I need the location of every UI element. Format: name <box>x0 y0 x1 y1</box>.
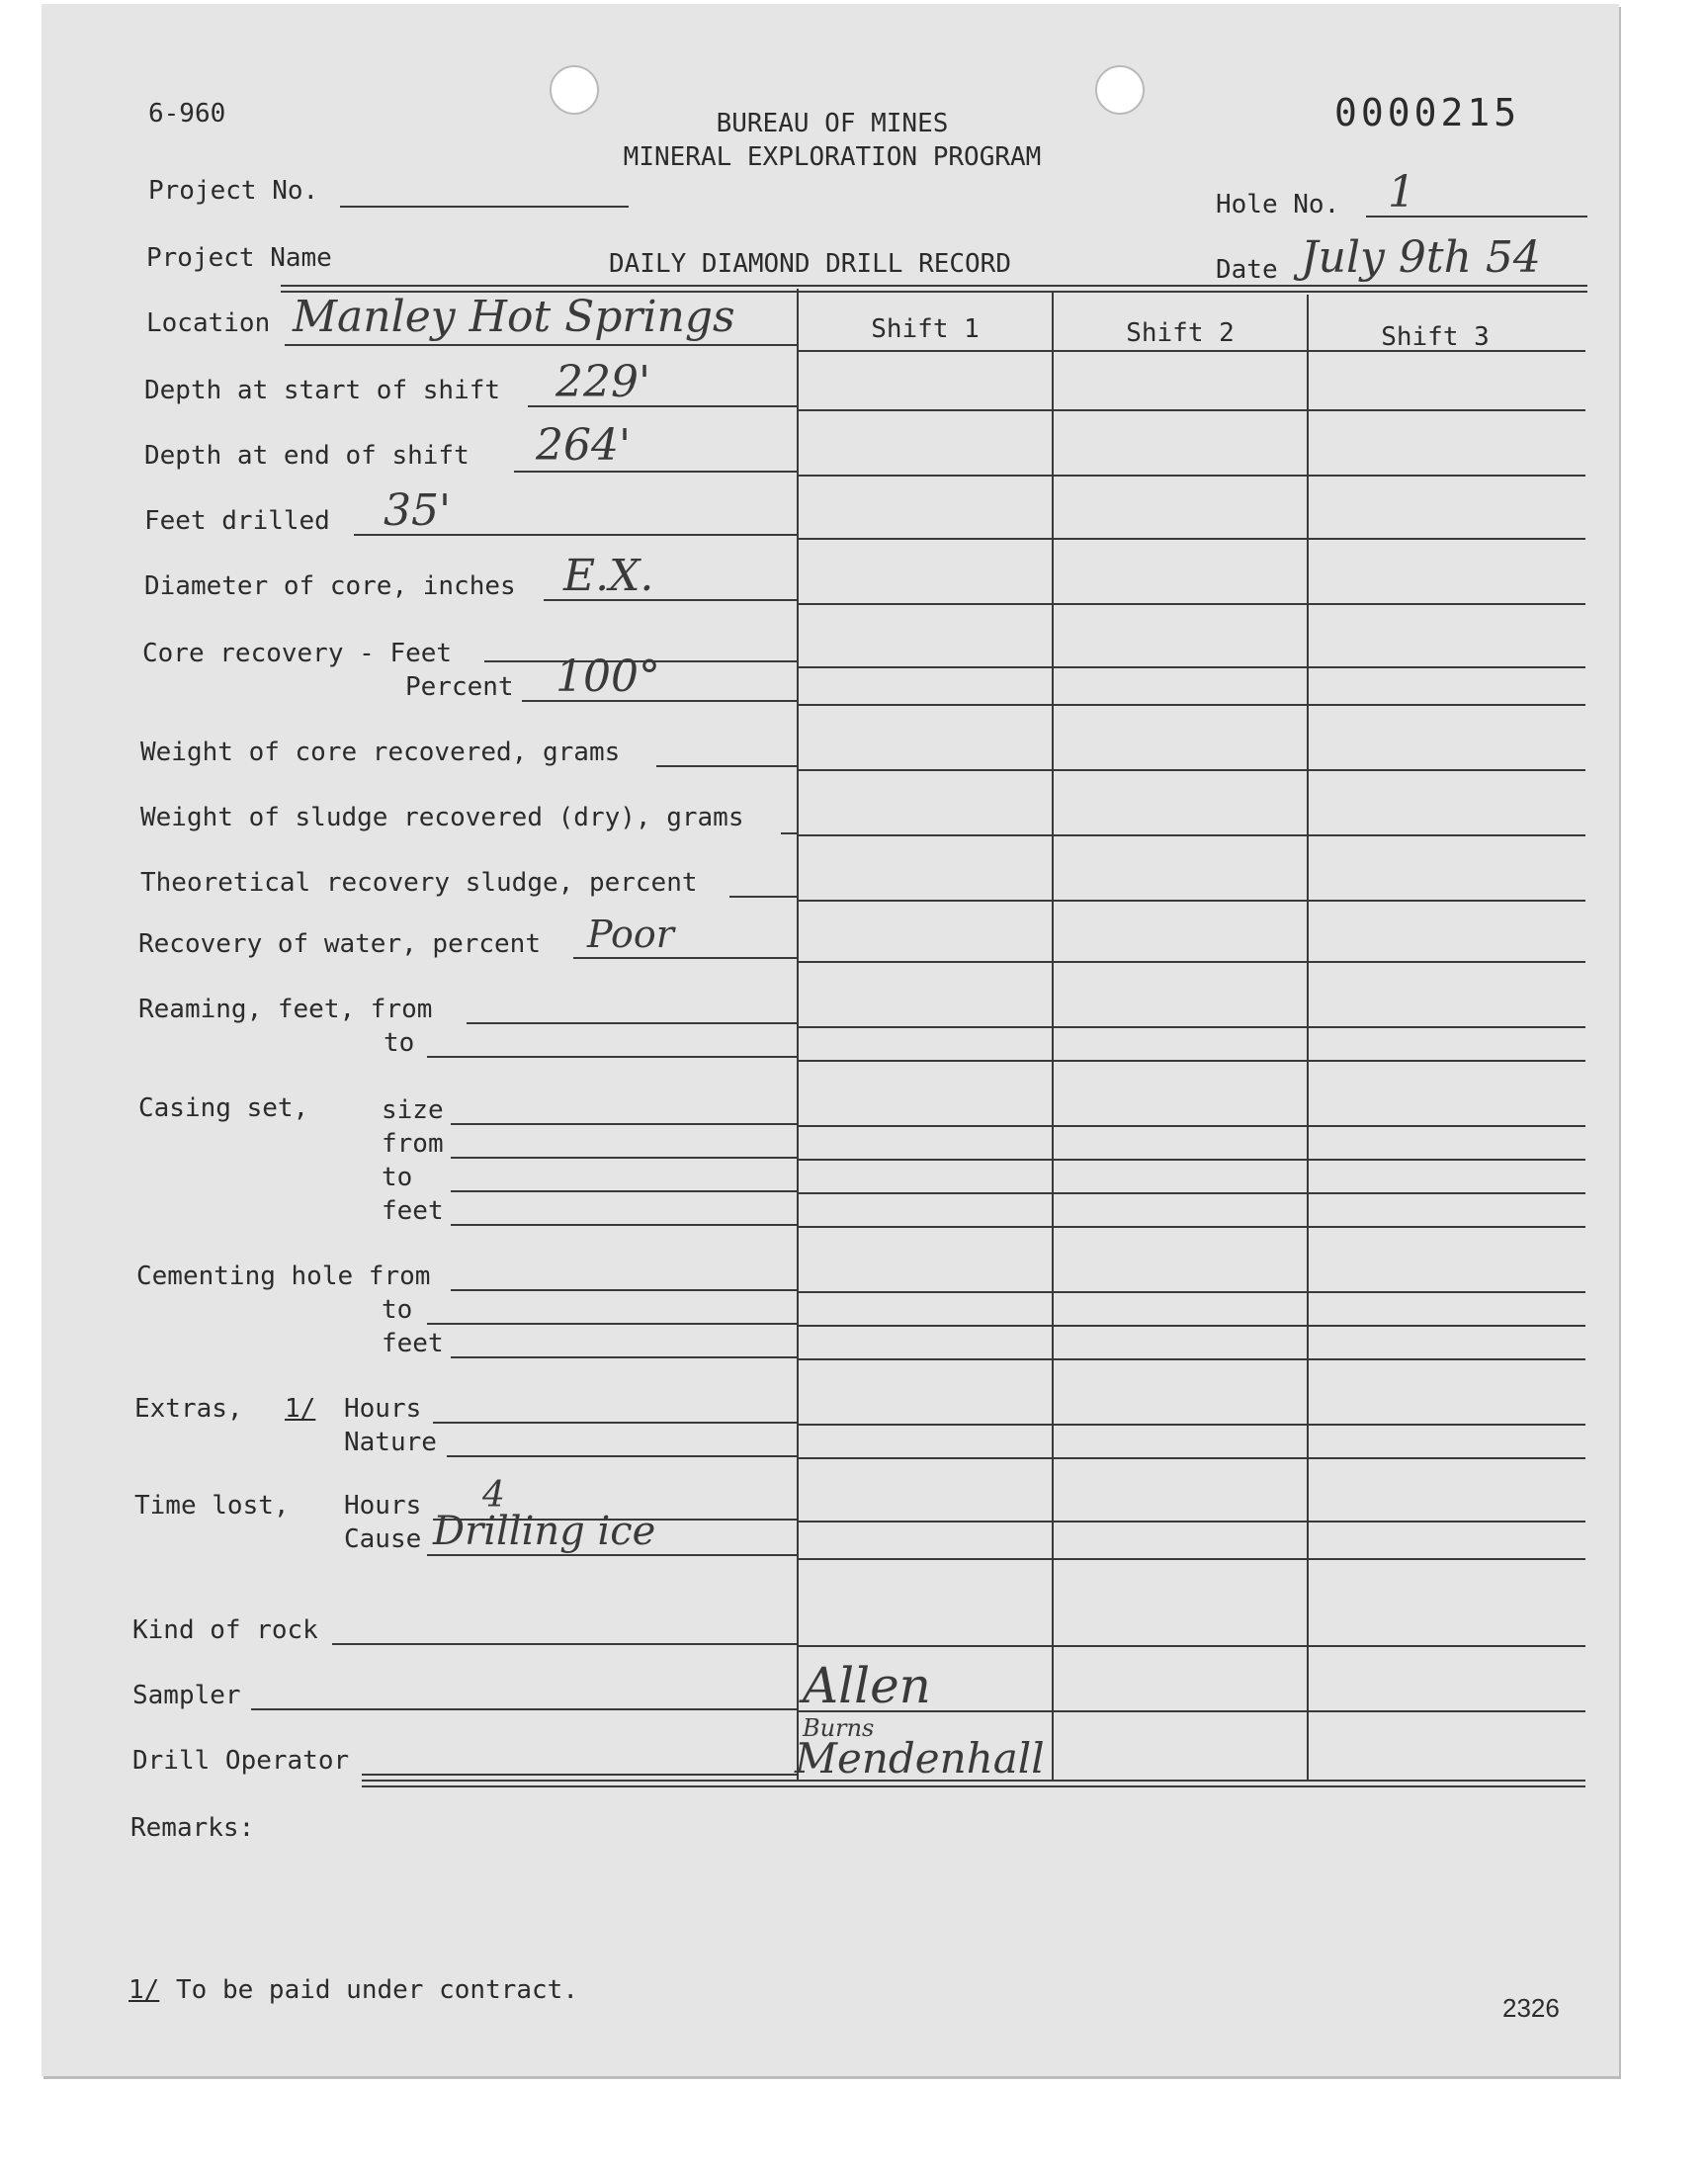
feet-drilled-value: 35' <box>384 485 452 536</box>
sampler-label: Sampler <box>132 1681 241 1710</box>
water-field[interactable] <box>573 957 797 959</box>
reaming-to-field[interactable] <box>427 1056 797 1058</box>
page-number: 2326 <box>1502 1993 1560 2023</box>
operator-label: Drill Operator <box>132 1746 350 1776</box>
date-value: July 9th 54 <box>1301 232 1541 283</box>
shift-row-reaming-from <box>799 1026 1585 1028</box>
extras-hours-label: Hours <box>344 1394 422 1424</box>
depth-end-value: 264' <box>536 420 632 471</box>
sampler-field[interactable] <box>251 1708 797 1710</box>
shift-row-casing-size <box>799 1125 1585 1127</box>
diameter-label: Diameter of core, inches <box>144 571 516 601</box>
location-value: Manley Hot Springs <box>293 292 735 342</box>
footer-rule-top <box>362 1780 1585 1782</box>
shift-row-cementing-feet <box>799 1358 1585 1360</box>
shift-row-casing-to <box>799 1192 1585 1194</box>
shift-row-weight-sludge <box>799 834 1585 836</box>
casing-to-label: to <box>382 1163 413 1192</box>
cementing-from-field[interactable] <box>451 1289 797 1291</box>
rock-label: Kind of rock <box>132 1615 318 1645</box>
water-label: Recovery of water, percent <box>138 929 541 959</box>
project-no-label: Project No. <box>148 176 319 206</box>
hole-no-label: Hole No. <box>1216 190 1340 219</box>
casing-feet-field[interactable] <box>451 1224 797 1226</box>
header-rule-top <box>281 285 1587 287</box>
diameter-value: E.X. <box>563 551 654 601</box>
time-lost-cause-field[interactable] <box>427 1554 797 1556</box>
shift-row-rock <box>799 1645 1585 1647</box>
casing-to-field[interactable] <box>451 1190 797 1192</box>
shift-row-casing-feet <box>799 1226 1585 1228</box>
location-field[interactable] <box>285 344 799 346</box>
shift-row-weight-core <box>799 769 1585 771</box>
form-title: DAILY DIAMOND DRILL RECORD <box>609 249 1011 279</box>
feet-drilled-field[interactable] <box>354 534 797 536</box>
weight-sludge-label: Weight of sludge recovered (dry), grams <box>140 803 744 832</box>
depth-end-label: Depth at end of shift <box>144 441 470 471</box>
shift-row-cementing-from <box>799 1291 1585 1293</box>
depth-start-value: 229' <box>555 357 651 407</box>
punch-hole-left <box>550 65 599 115</box>
time-lost-label: Time lost, <box>134 1491 290 1521</box>
casing-from-field[interactable] <box>451 1157 797 1159</box>
weight-sludge-field[interactable] <box>781 832 797 834</box>
shift-row-core-feet <box>799 666 1585 668</box>
form-number: 6-960 <box>148 99 226 129</box>
casing-size-field[interactable] <box>451 1123 797 1125</box>
shift-row-water <box>799 961 1585 963</box>
cementing-feet-label: feet <box>382 1329 444 1358</box>
shift-row-time-lost-cause <box>799 1558 1585 1560</box>
footnote-text: To be paid under contract. <box>176 1975 578 2005</box>
program-title: MINERAL EXPLORATION PROGRAM <box>623 142 1042 172</box>
shift-row-core-percent <box>799 704 1585 706</box>
reaming-to-label: to <box>384 1028 415 1058</box>
casing-label: Casing set, <box>138 1093 309 1123</box>
date-label: Date <box>1216 255 1278 285</box>
column-header-shift-3: Shift 3 <box>1381 322 1490 352</box>
extras-label: Extras, <box>134 1394 243 1424</box>
operator-field[interactable] <box>362 1774 797 1776</box>
agency-title: BUREAU OF MINES <box>716 109 949 138</box>
shift-row-feet-drilled <box>799 538 1585 540</box>
shift-row-depth-end <box>799 475 1585 477</box>
percent-label: Percent <box>405 672 514 702</box>
extras-nature-field[interactable] <box>447 1455 797 1457</box>
remarks-label: Remarks: <box>130 1813 255 1843</box>
form-sheet <box>42 4 1619 2076</box>
column-header-shift-2: Shift 2 <box>1126 318 1235 348</box>
time-lost-hours-value: 4 <box>482 1475 505 1516</box>
project-no-field[interactable] <box>340 206 629 208</box>
extras-nature-label: Nature <box>344 1428 437 1457</box>
column-header-shift-1: Shift 1 <box>871 314 980 344</box>
core-recovery-label: Core recovery - Feet <box>142 639 453 668</box>
time-lost-cause-label: Cause <box>344 1524 422 1554</box>
shift-row-extras-nature <box>799 1457 1585 1459</box>
shift-row-location <box>799 350 1585 352</box>
reaming-label: Reaming, feet, from <box>138 995 433 1024</box>
core-recovery-percent-field[interactable] <box>522 700 797 702</box>
footnote-marker: 1/ <box>128 1975 160 2005</box>
depth-start-field[interactable] <box>528 405 797 407</box>
cementing-to-label: to <box>382 1295 413 1325</box>
reaming-from-field[interactable] <box>467 1022 797 1024</box>
casing-size-label: size <box>382 1095 444 1125</box>
shift-row-diameter <box>799 603 1585 605</box>
sampler-signature: Allen <box>803 1657 931 1714</box>
operator-first-name: Burns <box>803 1714 875 1742</box>
cementing-label: Cementing hole from <box>136 1262 431 1291</box>
depth-start-label: Depth at start of shift <box>144 376 501 405</box>
diameter-field[interactable] <box>544 599 797 601</box>
water-value: Poor <box>587 913 674 956</box>
cementing-to-field[interactable] <box>427 1323 797 1325</box>
location-label: Location <box>146 308 271 338</box>
weight-core-field[interactable] <box>656 765 797 767</box>
shift-row-theoretical <box>799 900 1585 902</box>
project-name-label: Project Name <box>146 243 332 273</box>
document-number: 0000215 <box>1334 91 1521 134</box>
shift-row-cementing-to <box>799 1325 1585 1327</box>
weight-core-label: Weight of core recovered, grams <box>140 738 621 767</box>
rock-field[interactable] <box>332 1643 797 1645</box>
theoretical-label: Theoretical recovery sludge, percent <box>140 868 698 898</box>
punch-hole-right <box>1095 65 1145 115</box>
footer-rule-bottom <box>362 1785 1585 1787</box>
shift-row-extras-hours <box>799 1424 1585 1426</box>
time-lost-cause-value: Drilling ice <box>433 1509 656 1554</box>
feet-drilled-label: Feet drilled <box>144 506 330 536</box>
extras-hours-field[interactable] <box>433 1422 797 1424</box>
time-lost-hours-label: Hours <box>344 1491 422 1521</box>
shift-row-depth-start <box>799 409 1585 411</box>
depth-end-field[interactable] <box>514 471 797 473</box>
casing-from-label: from <box>382 1129 444 1159</box>
percent-value: 100° <box>555 652 660 702</box>
cementing-feet-field[interactable] <box>451 1356 797 1358</box>
hole-no-value: 1 <box>1388 167 1415 218</box>
extras-footnote-ref: 1/ <box>285 1394 316 1424</box>
operator-signature: Mendenhall <box>795 1734 1045 1783</box>
shift-row-casing-from <box>799 1159 1585 1161</box>
shift-row-reaming-to <box>799 1060 1585 1062</box>
casing-feet-label: feet <box>382 1196 444 1226</box>
theoretical-field[interactable] <box>729 896 797 898</box>
shift-row-time-lost-hours <box>799 1521 1585 1522</box>
